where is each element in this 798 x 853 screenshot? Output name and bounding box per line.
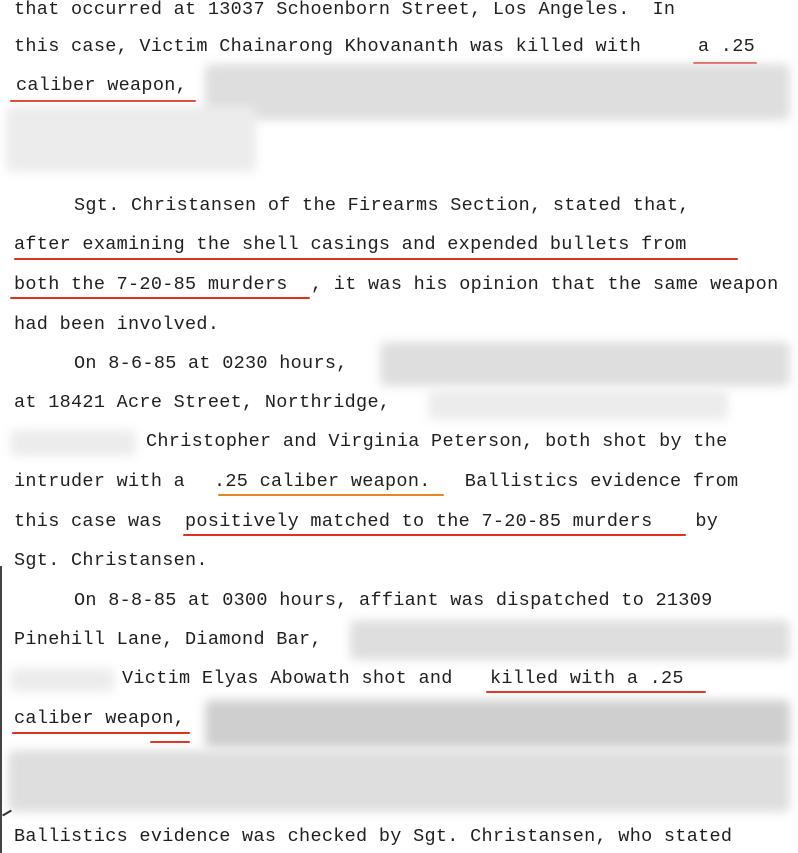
text-line: On 8-8-85 at 0300 hours, affiant was dispatched to 21309 <box>74 590 713 611</box>
text-line: , it was his opinion that the same weapon <box>311 274 779 295</box>
redaction-block <box>380 342 790 386</box>
text-line: this case, Victim Chainarong Khovananth was killed with <box>14 36 653 57</box>
highlighted-text: .25 caliber weapon. <box>214 471 431 492</box>
underline-mark <box>10 297 310 299</box>
underline-mark <box>218 494 444 496</box>
text-line: Pinehill Lane, Diamond Bar, <box>14 629 322 650</box>
highlighted-text: both the 7-20-85 murders <box>14 274 288 295</box>
underline-mark <box>12 732 190 734</box>
text-line: at 18421 Acre Street, Northridge, <box>14 392 391 413</box>
redaction-block <box>350 620 790 660</box>
text-line: On 8-6-85 at 0230 hours, <box>74 353 348 374</box>
text-line: that occurred at 13037 Schoenborn Street, Los Angeles. In <box>14 0 676 20</box>
redaction-block <box>205 700 790 748</box>
underline-mark <box>14 258 738 260</box>
page-edge-line <box>0 566 2 853</box>
text-line: Ballistics evidence from <box>442 471 739 492</box>
page-edge-mark <box>2 810 12 817</box>
highlighted-text: after examining the shell casings and expended bullets from <box>14 234 687 255</box>
text-line: this case was <box>14 511 174 532</box>
text-line: Christopher and Virginia Peterson, both shot by the <box>146 431 728 452</box>
redaction-block <box>10 668 114 692</box>
redaction-block <box>8 750 790 812</box>
underline-mark <box>486 691 706 693</box>
redaction-block <box>428 390 728 420</box>
text-line: Sgt. Christansen. <box>14 550 208 571</box>
redaction-block <box>6 106 256 172</box>
highlighted-text: a .25 <box>698 36 756 57</box>
text-line: Sgt. Christansen of the Firearms Section, stated that, <box>74 195 690 216</box>
highlighted-text: killed with a .25 <box>490 668 684 689</box>
underline-mark <box>10 100 196 102</box>
highlighted-text: positively matched to the 7-20-85 murders <box>185 511 653 532</box>
redaction-block <box>205 64 790 120</box>
text-line: Victim Elyas Abowath shot and <box>122 668 465 689</box>
redaction-block <box>10 430 136 456</box>
text-line: Ballistics evidence was checked by Sgt. Christansen, who stated <box>14 826 733 847</box>
highlighted-text: caliber weapon, <box>16 75 188 96</box>
text-line: by <box>684 511 719 532</box>
underline-mark <box>183 534 686 536</box>
underline-mark <box>150 741 190 743</box>
text-line: had been involved. <box>14 314 220 335</box>
text-line: intruder with a <box>14 471 197 492</box>
highlighted-text: caliber weapon, <box>14 708 186 729</box>
